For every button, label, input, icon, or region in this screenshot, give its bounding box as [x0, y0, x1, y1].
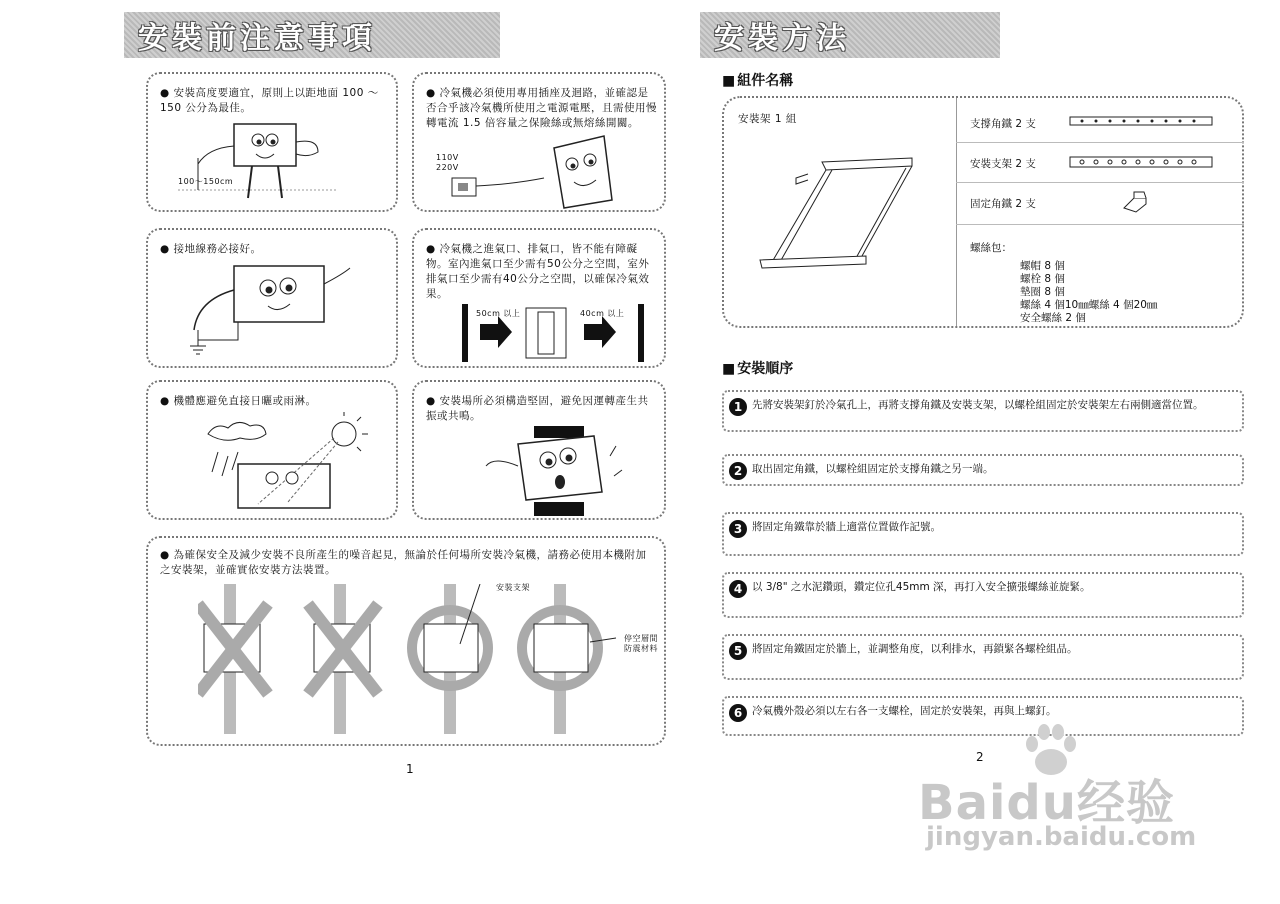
mounting-examples-illustration: [198, 584, 618, 740]
step-6-text: 冷氣機外殼必須以左右各一支螺栓，固定於安裝架，再與上螺釘。: [752, 705, 1057, 717]
fixing-angle-drawing: [1120, 190, 1150, 214]
panel-height-text: ● 安裝高度要適宜，原則上以距地面 100 ～ 150 公分為最佳。: [160, 87, 379, 114]
mount-bracket-drawing: [1068, 152, 1218, 174]
step-1-number: 1: [729, 398, 747, 416]
example-wrong-1: [198, 584, 268, 734]
panel-bracket-usage: [146, 536, 666, 746]
panel-airflow-text: ● 冷氣機之進氣口、排氣口，皆不能有障礙物。室內進氣口至少需有50公分之空間，室外排氣口至少需有40公分之空間，以確保冷氣效果。: [426, 243, 650, 300]
step-2-text: 取出固定角鐵，以螺栓組固定於支撐角鐵之另一端。: [752, 463, 994, 475]
screw-item-2: 螺栓 8 個: [1020, 273, 1065, 285]
panel-power-text: ● 冷氣機必須使用專用插座及迴路，並確認是否合乎該冷氣機所使用之電源電壓，且需使用慢轉電流 1.5 倍容量之保險絲或無熔絲開關。: [426, 87, 657, 129]
right-page-number: 2: [976, 750, 984, 764]
row-divider-3: [956, 224, 1244, 225]
panel-sun-rain: [146, 380, 398, 520]
component-fixing-angle: [970, 196, 1036, 211]
volt-110-label: 110V: [436, 153, 459, 162]
step-4-text: 以 3/8" 之水泥鑽頭，鑽定位孔45mm 深，再打入安全擴張螺絲並旋緊。: [752, 581, 1091, 593]
volt-220-label: 220V: [436, 163, 459, 172]
components-divider: [956, 98, 957, 326]
screw-item-4: 螺絲 4 個10㎜螺絲 4 個20㎜: [1020, 299, 1158, 311]
panel-sun-rain-text: ● 機體應避免直接日曬或雨淋。: [160, 395, 317, 407]
row-divider-1: [956, 142, 1244, 143]
clearance-right-label: 40cm 以上: [580, 309, 625, 318]
height-dim-label: 100～150cm: [178, 177, 234, 186]
step-4-number: 4: [729, 580, 747, 598]
panel-power: [412, 72, 666, 212]
screw-item-1: 螺帽 8 個: [1020, 260, 1065, 272]
watermark-url: jingyan.baidu.com: [926, 822, 1197, 852]
side-material-label: 停空層間 防震材料: [624, 634, 658, 653]
step-2: [722, 454, 1244, 486]
sun-rain-illustration: [168, 412, 388, 516]
left-banner: [124, 12, 500, 58]
bracket-set-label: 安裝架 1 組: [738, 113, 797, 125]
row-divider-2: [956, 182, 1244, 183]
left-banner-title: 安裝前注意事項: [138, 21, 376, 56]
panel-ground-text: ● 接地線務必接好。: [160, 243, 262, 255]
vibration-illustration: [454, 426, 654, 518]
watermark-brand: Baidu经验: [918, 775, 1175, 831]
step-1-text: 先將安裝架釘於冷氣孔上，再將支撐角鐵及安裝支架，以螺栓組固定於安裝架左右兩側適當位置。: [752, 399, 1204, 411]
step-4: [722, 572, 1244, 618]
components-heading: ■ 組件名稱: [722, 70, 793, 90]
step-5-number: 5: [729, 642, 747, 660]
component-mount-bracket: [970, 156, 1036, 171]
clearance-left-label: 50cm 以上: [476, 309, 521, 318]
bracket-set-drawing: [752, 152, 942, 282]
step-6-number: 6: [729, 704, 747, 722]
ground-illustration: [168, 260, 388, 364]
component-support-angle: [970, 116, 1036, 131]
panel-airflow: [412, 228, 666, 368]
right-banner: [700, 12, 1000, 58]
right-banner-title: 安裝方法: [714, 21, 850, 56]
support-angle-drawing: [1068, 112, 1218, 134]
component-support-angle-label: 支撐角鐵 2 支: [970, 118, 1036, 130]
outlet-illustration: [434, 134, 654, 210]
example-correct-1: [412, 584, 488, 734]
component-fixing-angle-label: 固定角鐵 2 支: [970, 198, 1036, 210]
step-2-number: 2: [729, 462, 747, 480]
panel-height: [146, 72, 398, 212]
panel-bracket-usage-text: ● 為確保安全及減少安裝不良所產生的噪音起見，無論於任何場所安裝冷氣機，請務必使用本機附加之安裝架，並確實依安裝方法裝置。: [160, 549, 647, 576]
example-wrong-2: [308, 584, 378, 734]
panel-ground: [146, 228, 398, 368]
panel-vibration-text: ● 安裝場所必須構造堅固，避免因運轉產生共振或共鳴。: [426, 395, 649, 422]
bracket-label: 安裝支架: [496, 583, 530, 592]
step-3-text: 將固定角鐵靠於牆上適當位置做作記號。: [752, 521, 941, 533]
step-3-number: 3: [729, 520, 747, 538]
example-correct-2: [522, 584, 616, 734]
component-mount-bracket-label: 安裝支架 2 支: [970, 158, 1036, 170]
left-page-number: 1: [406, 762, 414, 776]
components-panel: [722, 96, 1244, 328]
order-heading: ■ 安裝順序: [722, 358, 793, 378]
step-5: [722, 634, 1244, 680]
step-6: [722, 696, 1244, 736]
step-3: [722, 512, 1244, 556]
screws-title: 螺絲包：: [970, 242, 1012, 254]
screw-item-5: 安全螺絲 2 個: [1020, 312, 1086, 324]
step-5-text: 將固定角鐵固定於牆上，並調整角度，以利排水，再鎖緊各螺栓組品。: [752, 643, 1078, 655]
screw-item-3: 墊圈 8 個: [1020, 286, 1065, 298]
panel-vibration: [412, 380, 666, 520]
wall-unit-illustration: [168, 118, 388, 208]
step-1: [722, 390, 1244, 432]
